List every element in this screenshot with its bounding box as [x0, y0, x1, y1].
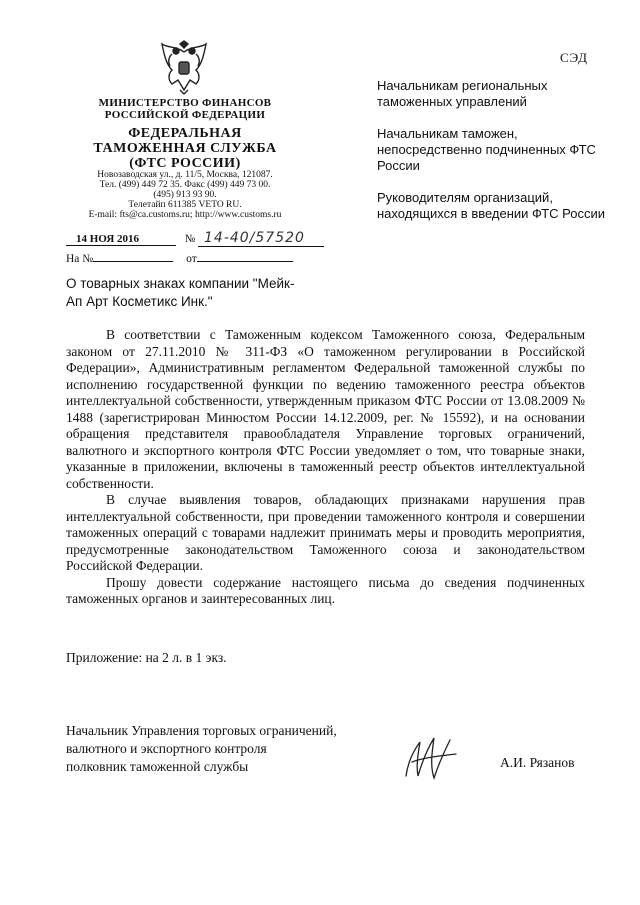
ministry-name	[60, 97, 310, 121]
ref-label: На №	[66, 253, 94, 265]
letter-body	[66, 327, 585, 608]
address-line-4: Телетайп 611385 VETO RU.	[128, 200, 242, 210]
attachment-note: Приложение: на 2 л. в 1 экз.	[66, 650, 227, 665]
sed-mark: СЭД	[560, 50, 589, 65]
recipients-block	[377, 78, 617, 238]
address-line-5: E-mail: fts@ca.customs.ru; http://www.customs.ru	[88, 210, 282, 220]
signer-name: А.И. Рязанов	[500, 755, 575, 770]
address-line-3: (495) 913 93 90.	[153, 190, 217, 200]
reference-line	[66, 253, 293, 265]
service-name	[60, 126, 310, 171]
ref-from-label: от	[186, 253, 197, 265]
signatory-title	[66, 722, 386, 776]
recipient-2: Начальникам таможен, непосредственно подчиненных ФТС России	[377, 126, 596, 173]
ref-date-blank	[197, 261, 293, 262]
letter-subject: О товарных знаках компании "Мейк-Ап Арт Косметикс Инк."	[66, 276, 295, 309]
signatory-line-3: полковник таможенной службы	[66, 759, 249, 774]
outgoing-number: 14-40/57520	[198, 230, 324, 247]
address-block	[60, 170, 310, 220]
recipient-1: Начальникам региональных таможенных управлений	[377, 78, 548, 109]
body-paragraph-3: Прошу довести содержание настоящего письма до сведения подчиненных таможенных органов и заинтересованных лиц.	[66, 574, 585, 606]
address-line-1: Новозаводская ул., д. 11/5, Москва, 121087.	[97, 170, 273, 180]
service-line-3: (ФТС РОССИИ)	[129, 156, 241, 171]
body-paragraph-1: В соответствии с Таможенным кодексом Таможенного союза, Федеральным законом от 27.11.2010 № 311-ФЗ «О таможенном регулировании в Российской Федерации», Административным регламентом Федеральной таможенной службы по исполнению государственной функции по ведению таможенного реестра объектов интеллектуальной собственности, утвержденным приказом ФТС России от 13.08.2009 № 1488 (зарегистрирован Минюстом России 14.12.2009, рег. № 15592), и на основании обращения представителя правообладателя Управление торговых ограничений, валютного и экспортного контроля ФТС России уведомляет о том, что товарные знаки, указанные в приложении, включены в таможенный реестр объектов интеллектуальной собственности.	[66, 327, 585, 491]
address-line-2: Тел. (499) 449 72 35. Факс (499) 449 73 00.	[99, 180, 271, 190]
handwritten-signature	[398, 732, 468, 782]
signatory-line-1: Начальник Управления торговых ограничений,	[66, 723, 337, 738]
signatory-line-2: валютного и экспортного контроля	[66, 741, 267, 756]
date-stamp: 14 НОЯ 2016	[66, 233, 176, 246]
ref-number-blank	[93, 261, 173, 262]
ministry-line-1: МИНИСТЕРСТВО ФИНАНСОВ	[98, 97, 272, 109]
service-line-1: ФЕДЕРАЛЬНАЯ	[128, 126, 242, 141]
recipient-3: Руководителям организаций, находящихся в введении ФТС России	[377, 190, 606, 221]
service-line-2: ТАМОЖЕННАЯ СЛУЖБА	[93, 141, 277, 156]
body-paragraph-2: В случае выявления товаров, обладающих признаками нарушения прав интеллектуальной собственности, при проведении таможенного контроля и совершении таможенных операций с товарами надлежит принимать меры и проводить мероприятия, предусмотренные законодательством Таможенного союза и законодательством Российской Федерации.	[66, 492, 585, 573]
registration-line	[66, 230, 324, 247]
coat-of-arms-emblem	[158, 40, 210, 96]
ministry-line-2: РОССИЙСКОЙ ФЕДЕРАЦИИ	[104, 109, 266, 121]
number-label: №	[184, 233, 196, 245]
